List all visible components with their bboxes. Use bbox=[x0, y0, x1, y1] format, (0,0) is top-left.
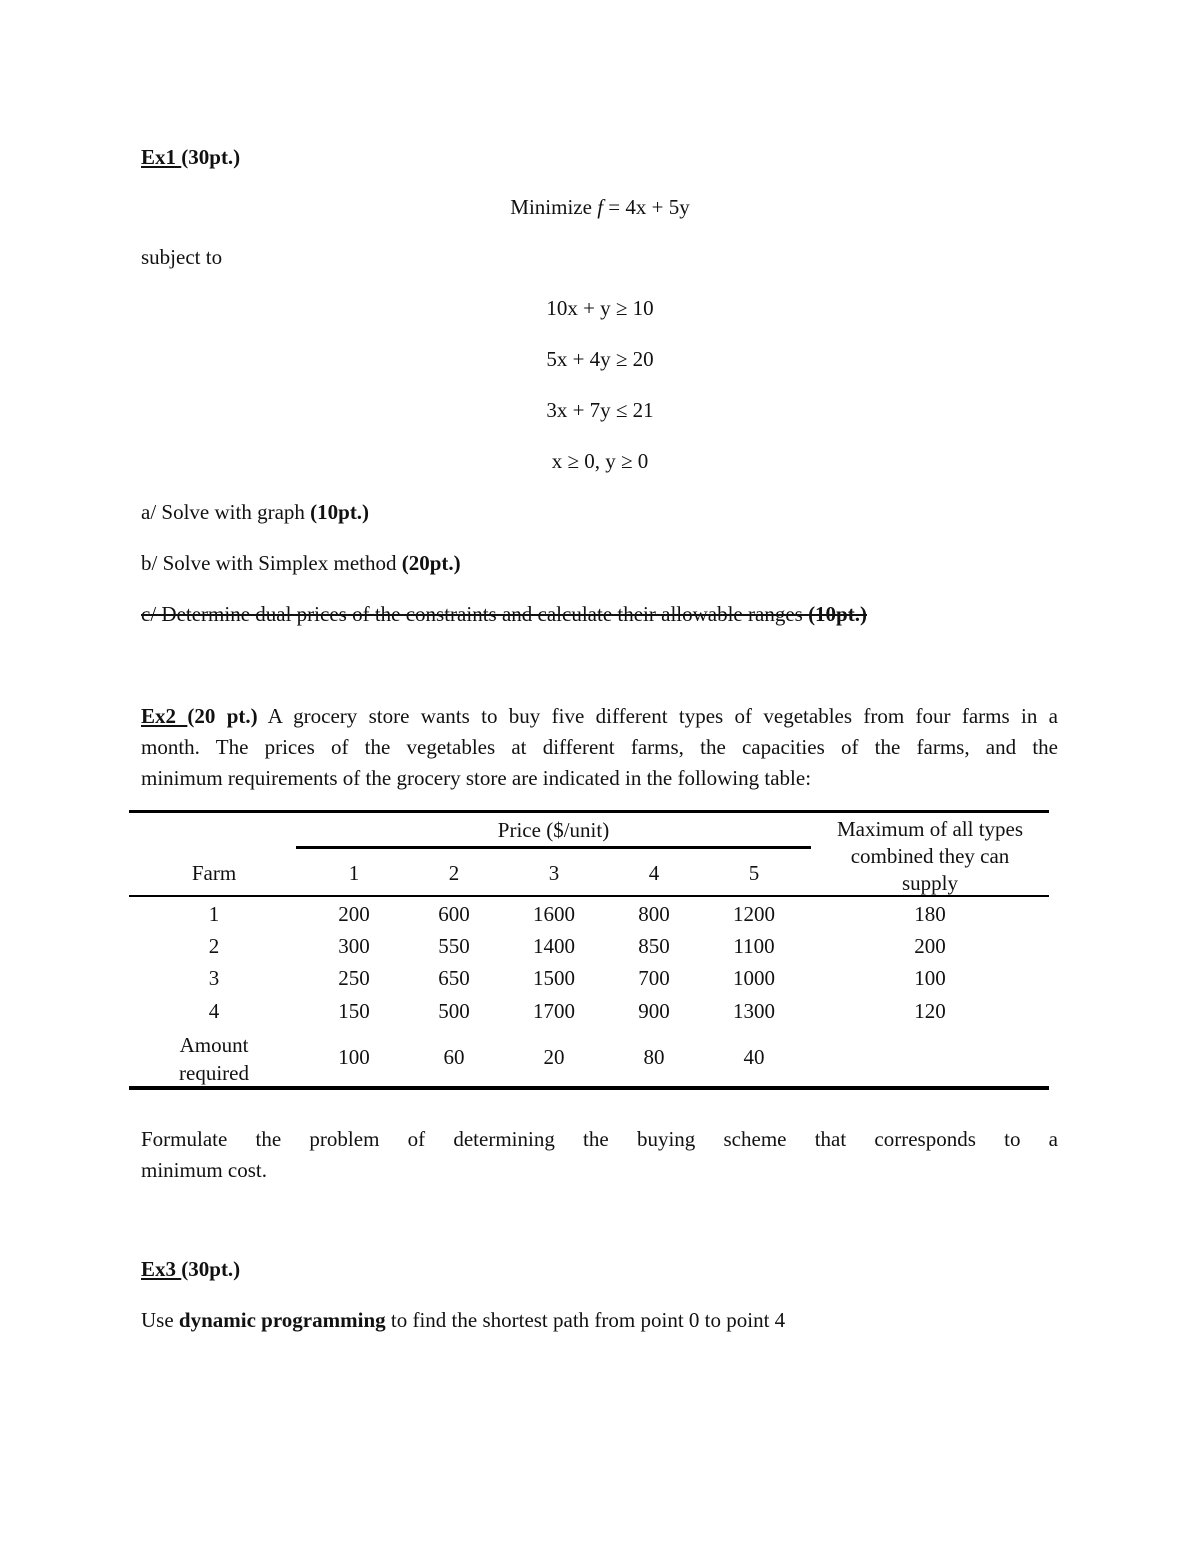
price-header: Price ($/unit) bbox=[497, 818, 610, 842]
ex2-intro-line-3: minimum requirements of the grocery store are indicated in the following table: bbox=[141, 766, 812, 790]
amount-2: 60 bbox=[443, 1045, 465, 1069]
row-3-price-1: 250 bbox=[338, 966, 370, 990]
ex1-points: (30pt.) bbox=[181, 145, 241, 169]
objective-rest: = 4x + 5y bbox=[603, 195, 690, 219]
ex3-text-suffix: to find the shortest path from point 0 to point 4 bbox=[385, 1308, 786, 1332]
row-2-price-1: 300 bbox=[338, 934, 370, 958]
part-b-points: (20pt.) bbox=[401, 551, 461, 575]
part-a-points: (10pt.) bbox=[310, 500, 370, 524]
ex3-text-prefix: Use bbox=[141, 1308, 179, 1332]
ex3-title: Ex3 bbox=[141, 1257, 182, 1281]
ex2-title: Ex2 bbox=[141, 704, 188, 728]
col-header-4: 4 bbox=[648, 861, 660, 885]
amount-4: 80 bbox=[643, 1045, 665, 1069]
row-3-farm: 3 bbox=[208, 966, 220, 990]
row-1-price-1: 200 bbox=[338, 902, 370, 926]
row-4-price-4: 900 bbox=[638, 999, 670, 1023]
row-3-price-4: 700 bbox=[638, 966, 670, 990]
ex2-intro bbox=[141, 701, 1058, 794]
ex3-points: (30pt.) bbox=[181, 1257, 241, 1281]
row-1-price-4: 800 bbox=[638, 902, 670, 926]
constraint-1: 10x + y ≥ 10 bbox=[546, 296, 654, 320]
part-c-points: (10pt.) bbox=[808, 602, 867, 626]
constraint-2: 5x + 4y ≥ 20 bbox=[546, 347, 654, 371]
ex1-objective bbox=[0, 195, 1200, 220]
amount-5: 40 bbox=[743, 1045, 765, 1069]
max-header-line-3: supply bbox=[901, 871, 958, 895]
max-header-line-1: Maximum of all types bbox=[836, 817, 1024, 841]
row-3-price-5: 1000 bbox=[733, 966, 775, 990]
row-2-price-2: 550 bbox=[438, 934, 470, 958]
row-1-max: 180 bbox=[914, 902, 946, 926]
table-top-rule bbox=[129, 810, 1049, 813]
amount-1: 100 bbox=[338, 1045, 370, 1069]
ex2-intro-line-1 bbox=[141, 701, 1058, 732]
col-header-2: 2 bbox=[448, 861, 460, 885]
price-header-rule bbox=[296, 846, 811, 849]
ex2-points: (20 pt.) bbox=[187, 704, 258, 728]
row-3-max: 100 bbox=[914, 966, 946, 990]
row-1-price-3: 1600 bbox=[533, 902, 575, 926]
row-2-price-4: 850 bbox=[638, 934, 670, 958]
ex3-heading bbox=[141, 1257, 240, 1282]
amount-required-label bbox=[129, 1031, 299, 1087]
row-2-max: 200 bbox=[914, 934, 946, 958]
ex3-text-bold: dynamic programming bbox=[178, 1308, 386, 1332]
ex1-part-c bbox=[141, 602, 867, 627]
col-header-5: 5 bbox=[748, 861, 760, 885]
ex1-part-a bbox=[141, 500, 369, 525]
ex1-part-b bbox=[141, 551, 461, 576]
row-1-price-2: 600 bbox=[438, 902, 470, 926]
row-1-farm: 1 bbox=[208, 902, 220, 926]
row-4-farm: 4 bbox=[208, 999, 220, 1023]
row-1-price-5: 1200 bbox=[733, 902, 775, 926]
constraint-3: 3x + 7y ≤ 21 bbox=[546, 398, 654, 422]
row-4-max: 120 bbox=[914, 999, 946, 1023]
part-c-text: c/ Determine dual prices of the constraints and calculate their allowable ranges bbox=[141, 602, 809, 626]
row-4-price-3: 1700 bbox=[533, 999, 575, 1023]
part-b-text: b/ Solve with Simplex method bbox=[141, 551, 402, 575]
part-a-text: a/ Solve with graph bbox=[141, 500, 311, 524]
amount-3: 20 bbox=[543, 1045, 565, 1069]
row-2-farm: 2 bbox=[208, 934, 220, 958]
amount-label-line-1: Amount bbox=[179, 1033, 249, 1057]
max-header-line-2: combined they can bbox=[850, 844, 1010, 868]
row-4-price-2: 500 bbox=[438, 999, 470, 1023]
row-4-price-5: 1300 bbox=[733, 999, 775, 1023]
objective-prefix: Minimize bbox=[510, 195, 598, 219]
constraint-4: x ≥ 0, y ≥ 0 bbox=[551, 449, 649, 473]
row-3-price-3: 1500 bbox=[533, 966, 575, 990]
row-4-price-1: 150 bbox=[338, 999, 370, 1023]
price-table bbox=[129, 810, 1049, 1092]
ex1-heading bbox=[141, 145, 240, 170]
col-header-1: 1 bbox=[348, 861, 360, 885]
ex2-formulate bbox=[141, 1124, 1058, 1186]
formulate-line-2: minimum cost. bbox=[141, 1158, 267, 1182]
row-2-price-5: 1100 bbox=[733, 934, 775, 958]
amount-label-line-2: required bbox=[179, 1061, 249, 1085]
ex2-intro-line-2: month. The prices of the vegetables at different farms, the capacities of the farms, and the bbox=[141, 735, 1058, 759]
col-header-3: 3 bbox=[548, 861, 560, 885]
farm-header: Farm bbox=[191, 861, 237, 885]
formulate-line-1: Formulate the problem of determining the buying scheme that corresponds to a bbox=[141, 1127, 1058, 1151]
ex2-intro-text-1: A grocery store wants to buy five different types of vegetables from four farms in a bbox=[257, 704, 1059, 728]
ex3-text bbox=[141, 1308, 785, 1333]
row-2-price-3: 1400 bbox=[533, 934, 575, 958]
row-3-price-2: 650 bbox=[438, 966, 470, 990]
objective-var: f bbox=[597, 195, 604, 219]
max-header bbox=[811, 816, 1049, 897]
ex1-title: Ex1 bbox=[141, 145, 182, 169]
subject-to: subject to bbox=[141, 245, 223, 269]
